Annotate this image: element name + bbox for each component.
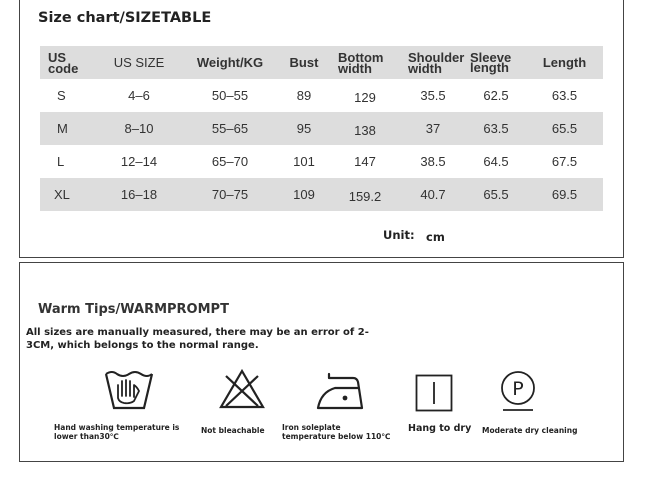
- unit-value: cm: [426, 230, 445, 244]
- hang-dry-icon: [415, 374, 453, 412]
- not-bleachable-icon: [218, 368, 266, 410]
- warm-tips-title: Warm Tips/WARMPROMPT: [38, 302, 229, 317]
- table-cell: 101: [278, 145, 330, 178]
- hand-wash-icon: [104, 368, 154, 412]
- table-cell: 63.5: [526, 79, 603, 112]
- table-row: [40, 178, 603, 211]
- table-cell: 40.7: [400, 178, 466, 211]
- hang-dry-label: Hang to dry: [408, 423, 472, 434]
- table-cell: 4–6: [96, 79, 182, 112]
- header-bottom-width: Bottom width: [330, 46, 400, 79]
- dry-clean-label: Moderate dry cleaning: [482, 426, 578, 435]
- header-us-code: US code: [40, 46, 96, 79]
- table-cell: 64.5: [466, 145, 526, 178]
- table-cell: XL: [40, 178, 96, 211]
- table-cell: 69.5: [526, 178, 603, 211]
- iron-icon: [315, 370, 365, 412]
- table-cell: S: [40, 79, 96, 112]
- table-row: [40, 145, 603, 178]
- table-cell: 65–70: [182, 145, 278, 178]
- size-chart-title: Size chart/SIZETABLE: [38, 10, 212, 26]
- table-cell: 35.5: [400, 79, 466, 112]
- header-shoulder-width: Shoulder width: [400, 46, 466, 79]
- table-cell: 50–55: [182, 79, 278, 112]
- hand-wash-label: Hand washing temperature is lower than30℃: [54, 423, 180, 441]
- table-cell: 62.5: [466, 79, 526, 112]
- table-row: [40, 112, 603, 145]
- header-us-size: US SIZE: [96, 46, 182, 79]
- table-cell: 147: [330, 145, 400, 178]
- table-cell: 12–14: [96, 145, 182, 178]
- table-cell: L: [40, 145, 96, 178]
- table-cell: 55–65: [182, 112, 278, 145]
- iron-label: Iron soleplate temperature below 110℃: [282, 423, 391, 441]
- dry-clean-icon: [498, 370, 538, 414]
- dry-clean-symbol: P: [512, 378, 524, 400]
- table-cell: 109: [278, 178, 330, 211]
- table-cell: 138: [330, 112, 400, 145]
- size-table: [40, 46, 603, 211]
- table-cell: 38.5: [400, 145, 466, 178]
- unit-label: Unit:: [383, 228, 415, 242]
- table-cell: 16–18: [96, 178, 182, 211]
- table-cell: 65.5: [466, 178, 526, 211]
- table-cell: 63.5: [466, 112, 526, 145]
- not-bleachable-label: Not bleachable: [201, 426, 265, 435]
- table-header-row: [40, 46, 603, 79]
- header-sleeve-length: Sleeve length: [466, 46, 526, 79]
- table-cell: 8–10: [96, 112, 182, 145]
- table-cell: 129: [330, 79, 400, 112]
- warm-tips-text: All sizes are manually measured, there may be an error of 2-3CM, which belongs to the normal range.: [26, 327, 369, 351]
- table-cell: 37: [400, 112, 466, 145]
- table-cell: M: [40, 112, 96, 145]
- header-weight: Weight/KG: [182, 46, 278, 79]
- header-bust: Bust: [278, 46, 330, 79]
- table-cell: 67.5: [526, 145, 603, 178]
- table-cell: 70–75: [182, 178, 278, 211]
- header-length: Length: [526, 46, 603, 79]
- table-cell: 65.5: [526, 112, 603, 145]
- table-cell: 89: [278, 79, 330, 112]
- table-cell: 95: [278, 112, 330, 145]
- table-cell: 159.2: [330, 178, 400, 211]
- table-row: [40, 79, 603, 112]
